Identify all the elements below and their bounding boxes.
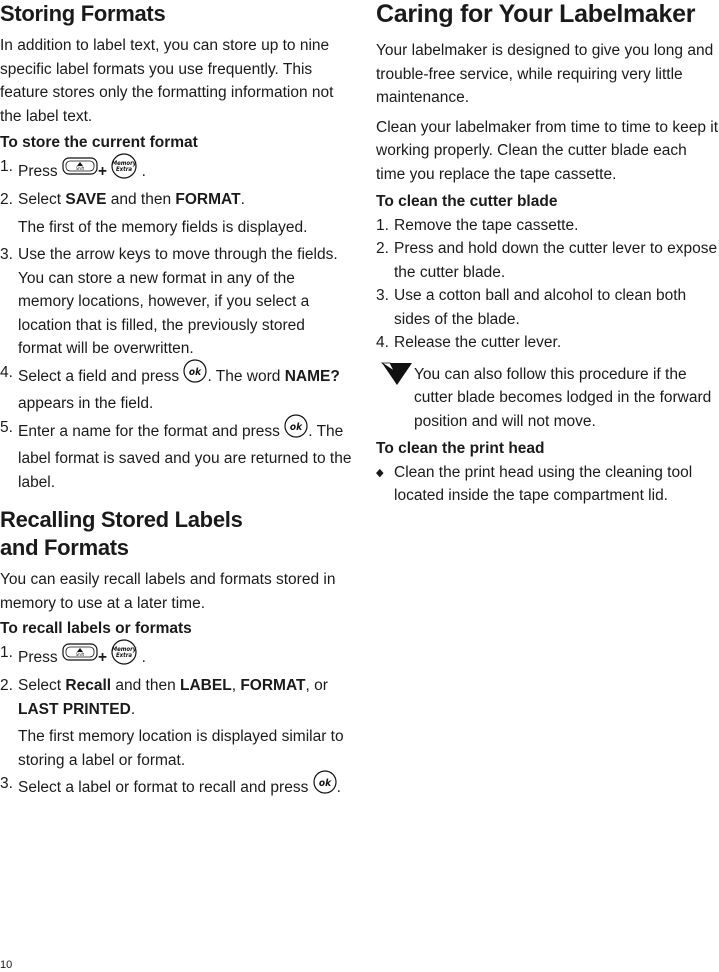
memory-extra-key-icon: [111, 153, 137, 187]
svg-text:Shift: Shift: [75, 165, 85, 171]
recalling-heading: Recalling Stored Labels and Formats: [0, 507, 243, 560]
svg-text:ok: ok: [189, 366, 202, 378]
svg-text:Shift: Shift: [75, 651, 85, 657]
store-format-subheading: To store the current format: [0, 134, 198, 151]
svg-text:Extra: Extra: [116, 165, 133, 173]
list-item: 4. Release the cutter lever.: [376, 334, 562, 351]
shift-key-icon: [62, 157, 98, 183]
svg-text:Extra: Extra: [116, 651, 133, 659]
caring-intro-1: Your labelmaker is designed to give you long and trouble-free service, while requiring very little maintenance.: [376, 42, 714, 106]
list-item: 1. Press Shift + Memory Extra .: [0, 641, 352, 675]
svg-text:Memory: Memory: [112, 645, 137, 653]
printhead-list: [376, 461, 719, 508]
recalling-intro: You can easily recall labels and formats stored in memory to use at a later time.: [0, 571, 336, 612]
list-item: 4. Select a field and press ok . The word NAME? appears in the field.: [0, 361, 352, 416]
caring-heading: Caring for Your Labelmaker: [376, 0, 696, 28]
cutter-note: You can also follow this procedure if the cutter blade becomes lodged in the forward position and will not move.: [376, 363, 719, 434]
list-item: 2. Select Recall and then LABEL, FORMAT, or LAST PRINTED.: [0, 677, 328, 718]
left-column: [0, 0, 352, 804]
svg-text:ok: ok: [318, 778, 331, 789]
cutter-subheading: To clean the cutter blade: [376, 193, 558, 210]
ok-key-icon: [183, 359, 207, 391]
cutter-steps: [376, 214, 719, 355]
recall-subheading: To recall labels or formats: [0, 620, 192, 637]
list-item: 2. Select SAVE and then FORMAT.: [0, 191, 245, 208]
store-format-steps: [0, 155, 352, 495]
list-item: 3. Use a cotton ball and alcohol to clean both sides of the blade.: [376, 287, 687, 328]
list-item: The first of the memory fields is displayed.: [18, 218, 308, 236]
svg-text:ok: ok: [290, 421, 303, 433]
shift-key-icon: [62, 643, 98, 669]
list-item: 3. Select a label or format to recall and press ok .: [0, 772, 352, 804]
right-column: [376, 0, 719, 508]
caring-intro-2: Clean your labelmaker from time to time to keep it working properly. Clean the cutter blade each time you replace the tape cassette.: [376, 118, 718, 183]
recall-steps: [0, 641, 352, 804]
list-item: ◆ Clean the print head using the cleaning tool located inside the tape compartment lid.: [376, 463, 693, 504]
list-item: The first memory location is displayed similar to storing a label or format.: [18, 728, 344, 769]
list-item: 1. Remove the tape cassette.: [376, 216, 579, 234]
note-pointer-icon: [380, 361, 414, 395]
ok-key-icon: [313, 770, 337, 802]
list-item: 2. Press and hold down the cutter lever to expose the cutter blade.: [376, 240, 718, 281]
ok-key-icon: [284, 414, 308, 446]
list-item: 1. Press Shift + Memory Extra .: [0, 155, 352, 189]
list-item: 3. Use the arrow keys to move through the fields. You can store a new format in any of the memory locations, however, if you select a location that is filled, the previously stored format will be overwritten.: [0, 246, 338, 357]
storing-formats-heading: Storing Formats: [0, 1, 166, 26]
storing-intro: In addition to label text, you can store up to nine specific label formats you use frequently. This feature stores only the formatting information not the label text.: [0, 37, 334, 125]
memory-extra-key-icon: [111, 639, 137, 673]
page-number: 10: [0, 959, 13, 971]
printhead-subheading: To clean the print head: [376, 440, 545, 457]
diamond-bullet-icon: ◆: [376, 466, 384, 479]
list-item: 5. Enter a name for the format and press ok . The label format is saved and you are returned to the label.: [0, 416, 352, 495]
svg-text:Memory: Memory: [112, 159, 137, 167]
